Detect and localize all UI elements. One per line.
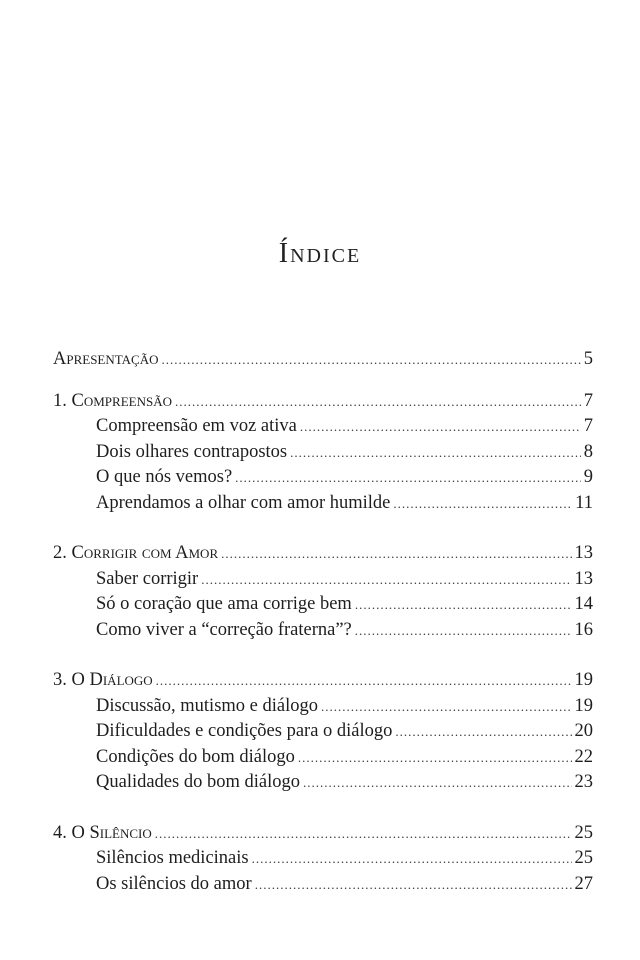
toc-entry-label: 2. Corrigir com Amor [53, 543, 219, 563]
toc-entry-page: 25 [574, 848, 593, 868]
toc-entry-page: 19 [574, 695, 593, 716]
toc-subentry[interactable] [53, 465, 593, 491]
dot-leader [221, 541, 571, 567]
toc-entry-page: 25 [574, 822, 593, 843]
toc-entry-label: Os silêncios do amor [96, 873, 252, 894]
table-of-contents [53, 347, 593, 922]
toc-entry-label: Aprendamos a olhar com amor humilde [96, 492, 391, 513]
dot-leader [298, 745, 572, 771]
toc-entry-label: Só o coração que ama corrige bem [96, 594, 352, 614]
toc-entry-apresentacao[interactable] [53, 347, 593, 373]
toc-subentry[interactable] [53, 745, 593, 771]
toc-entry-page: 9 [583, 467, 593, 487]
toc-subentry[interactable] [53, 719, 593, 745]
toc-entry-page: 13 [574, 568, 593, 589]
toc-entry-page: 7 [583, 390, 593, 411]
toc-section-intro [53, 347, 593, 373]
toc-entry-label: 4. O Silêncio [53, 822, 152, 843]
toc-entry-label: 3. O Diálogo [53, 670, 153, 690]
toc-subentry[interactable] [53, 491, 593, 517]
dot-leader [393, 491, 572, 517]
dot-leader [156, 668, 572, 694]
toc-entry-page: 13 [574, 543, 593, 563]
toc-entry-label: 1. Compreensão [53, 390, 172, 411]
toc-chapter-heading[interactable] [53, 668, 593, 694]
toc-section-chapter-4 [53, 821, 593, 898]
dot-leader [300, 414, 581, 440]
toc-entry-label: Saber corrigir [96, 568, 199, 589]
dot-leader [303, 770, 572, 796]
toc-entry-label: Apresentação [53, 349, 159, 369]
toc-entry-label: Discussão, mutismo e diálogo [96, 695, 318, 716]
dot-leader [290, 440, 581, 466]
toc-entry-page: 5 [583, 349, 593, 369]
toc-section-chapter-1 [53, 389, 593, 517]
dot-leader [355, 592, 572, 618]
toc-entry-page: 23 [574, 772, 593, 792]
toc-entry-page: 14 [574, 594, 593, 614]
toc-entry-label: Silêncios medicinais [96, 848, 249, 868]
dot-leader [255, 872, 572, 898]
dot-leader [252, 846, 572, 872]
dot-leader [235, 465, 581, 491]
toc-section-chapter-3 [53, 668, 593, 796]
toc-subentry[interactable] [53, 846, 593, 872]
toc-subentry[interactable] [53, 872, 593, 898]
toc-entry-label: Compreensão em voz ativa [96, 416, 297, 436]
toc-entry-label: Condições do bom diálogo [96, 746, 295, 767]
toc-entry-label: Como viver a “correção fraterna”? [96, 619, 352, 640]
toc-subentry[interactable] [53, 770, 593, 796]
toc-chapter-heading[interactable] [53, 389, 593, 415]
toc-entry-page: 22 [574, 746, 593, 767]
dot-leader [175, 389, 581, 415]
toc-subentry[interactable] [53, 694, 593, 720]
toc-subentry[interactable] [53, 592, 593, 618]
page-title: Índice [278, 238, 362, 269]
toc-section-chapter-2 [53, 541, 593, 643]
toc-entry-page: 7 [583, 416, 593, 436]
toc-entry-page: 16 [574, 619, 593, 640]
dot-leader [395, 719, 571, 745]
toc-entry-page: 27 [574, 873, 593, 894]
toc-subentry[interactable] [53, 440, 593, 466]
toc-chapter-heading[interactable] [53, 541, 593, 567]
toc-entry-page: 19 [574, 670, 593, 690]
toc-subentry[interactable] [53, 414, 593, 440]
toc-subentry[interactable] [53, 567, 593, 593]
dot-leader [155, 821, 572, 847]
toc-chapter-heading[interactable] [53, 821, 593, 847]
toc-entry-label: Dois olhares contrapostos [96, 441, 288, 462]
toc-entry-label: O que nós vemos? [96, 467, 233, 487]
toc-subentry[interactable] [53, 618, 593, 644]
dot-leader [321, 694, 572, 720]
toc-entry-page: 11 [575, 492, 593, 513]
dot-leader [162, 347, 581, 373]
toc-entry-page: 8 [583, 441, 593, 462]
toc-entry-page: 20 [574, 721, 593, 741]
toc-entry-label: Dificuldades e condições para o diálogo [96, 721, 393, 741]
dot-leader [355, 618, 572, 644]
toc-entry-label: Qualidades do bom diálogo [96, 772, 300, 792]
dot-leader [201, 567, 571, 593]
